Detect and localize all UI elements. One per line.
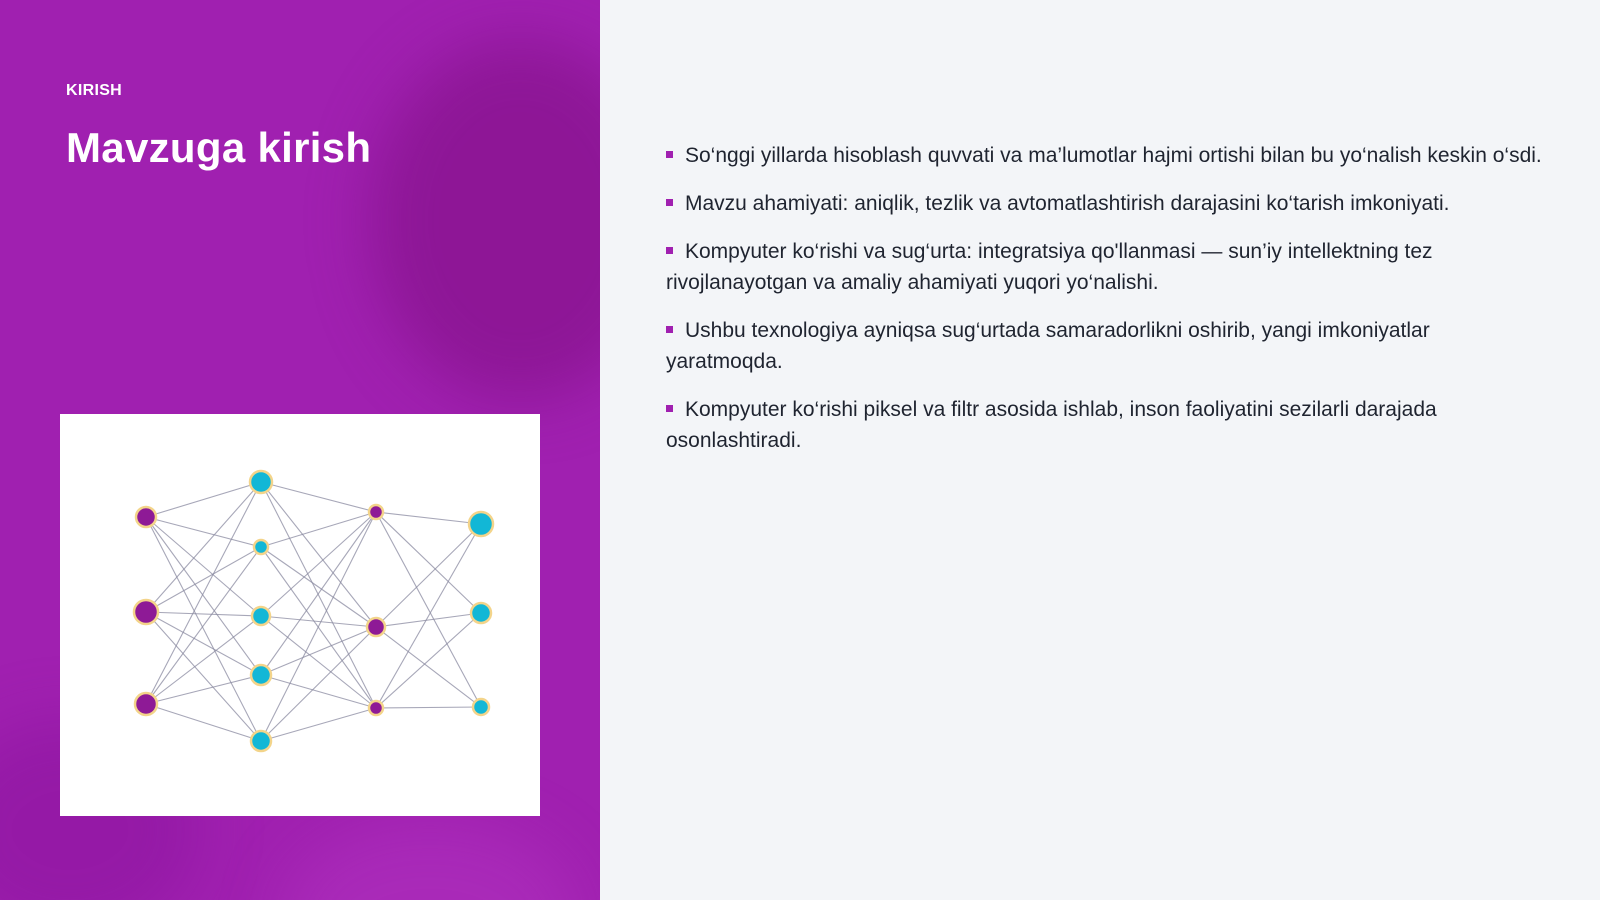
bullet-item (666, 140, 1546, 171)
bullet-item (666, 188, 1546, 219)
section-eyebrow: KIRISH (66, 82, 123, 99)
network-edge (146, 675, 261, 704)
network-edge (146, 547, 261, 704)
bullet-item (666, 236, 1546, 298)
network-edge (261, 675, 376, 708)
network-edge (146, 612, 261, 741)
bullet-marker-icon (666, 326, 673, 333)
bullet-marker-icon (666, 199, 673, 206)
network-edge (261, 512, 376, 547)
network-node (254, 540, 268, 554)
network-node (471, 603, 491, 623)
decorative-blob (370, 40, 600, 400)
network-node (369, 505, 383, 519)
network-edge (146, 704, 261, 741)
network-edge (261, 547, 376, 627)
bullet-marker-icon (666, 405, 673, 412)
network-edge (261, 616, 376, 708)
network-edge (146, 612, 261, 616)
network-edge (261, 482, 376, 627)
network-node (251, 665, 271, 685)
bullet-item (666, 394, 1546, 456)
bullet-list (666, 140, 1546, 473)
network-node (367, 618, 385, 636)
bullet-text: Ushbu texnologiya ayniqsa sug‘urtada samaradorlikni oshirib, yangi imkoniyatlar yaratmoqda. (666, 319, 1430, 373)
network-node (251, 731, 271, 751)
network-edge (146, 547, 261, 612)
network-node (136, 507, 156, 527)
network-edge (376, 524, 481, 627)
network-edge (376, 524, 481, 708)
network-edge (376, 512, 481, 613)
network-edge (376, 627, 481, 707)
network-node (369, 701, 383, 715)
left-panel (0, 0, 600, 900)
network-node (473, 699, 489, 715)
bullet-item (666, 315, 1546, 377)
network-edge (261, 512, 376, 616)
bullet-marker-icon (666, 247, 673, 254)
network-node (252, 607, 270, 625)
slide-title: Mavzuga kirish (66, 124, 372, 171)
bullet-marker-icon (666, 151, 673, 158)
network-node (134, 600, 158, 624)
network-edge (261, 482, 376, 512)
bullet-text: Kompyuter ko‘rishi va sug‘urta: integratsiya qo'llanmasi — sun’iy intellektning tez rivojlanayotgan va amaliy ahamiyati yuqori yo‘nalishi. (666, 240, 1433, 294)
network-edge (146, 517, 261, 675)
decorative-blob (280, 820, 580, 900)
neural-network-icon (60, 414, 540, 816)
network-edge (376, 613, 481, 708)
bullet-text: Kompyuter ko‘rishi piksel va filtr asosida ishlab, inson faoliyatini sezilarli darajada osonlashtiradi. (666, 398, 1437, 452)
network-edge (146, 482, 261, 517)
network-node (250, 471, 272, 493)
network-node (135, 693, 157, 715)
network-node (469, 512, 493, 536)
bullet-text: So‘nggi yillarda hisoblash quvvati va ma’lumotlar hajmi ortishi bilan bu yo‘nalish keskin o‘sdi. (685, 144, 1542, 167)
network-edge (376, 707, 481, 708)
neural-network-image (60, 414, 540, 816)
network-edge (376, 512, 481, 524)
network-edge (261, 482, 376, 708)
network-edge (261, 512, 376, 741)
bullet-text: Mavzu ahamiyati: aniqlik, tezlik va avtomatlashtirish darajasini ko‘tarish imkoniyati. (685, 192, 1450, 215)
network-edge (376, 512, 481, 707)
network-edge (146, 612, 261, 675)
